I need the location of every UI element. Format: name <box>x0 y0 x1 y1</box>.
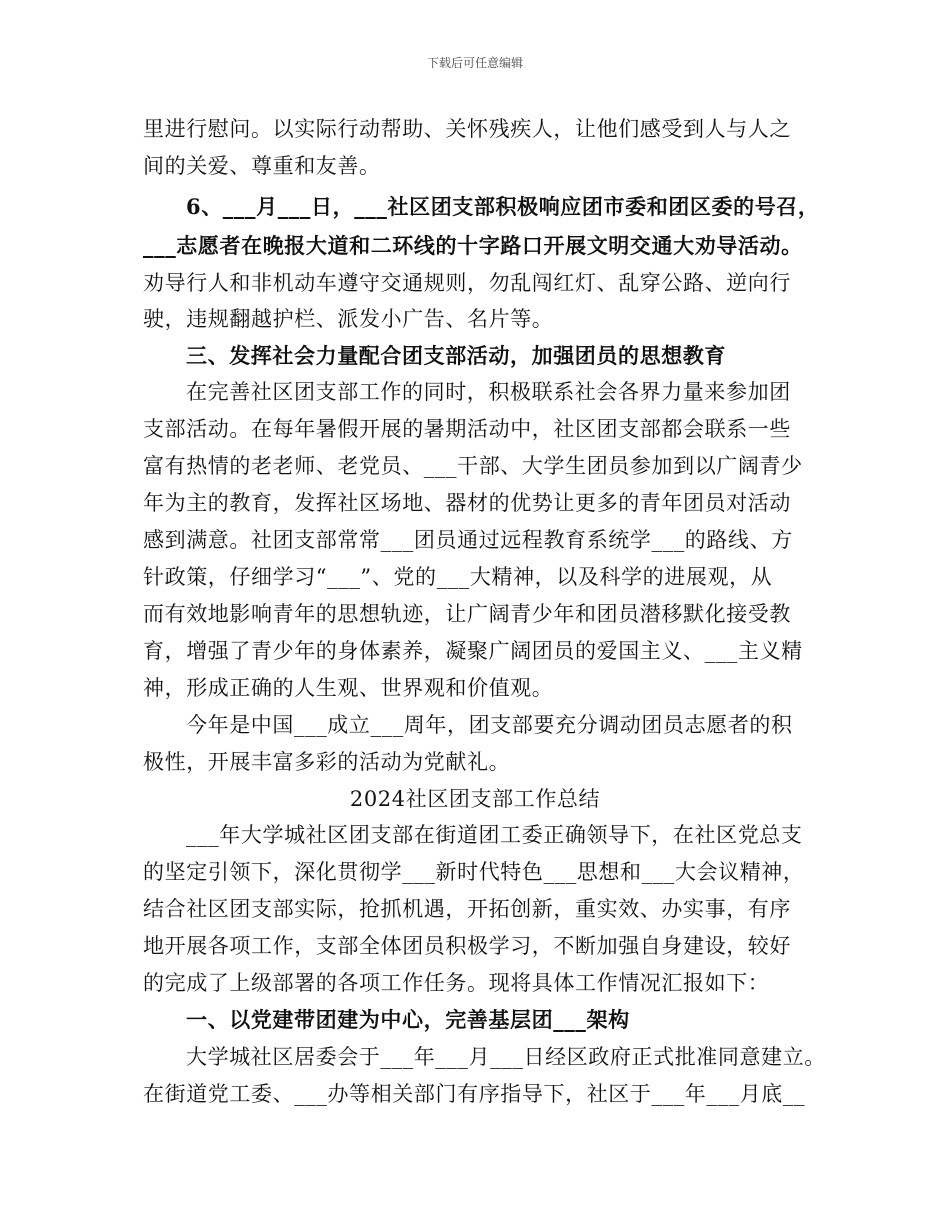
text-line: 大学城社区居委会于___年___月___日经区政府正式批准同意建立。 <box>186 1045 826 1069</box>
text-line: 间的关爱、尊重和友善。 <box>143 154 381 178</box>
text-line: 的坚定引领下，深化贯彻学___新时代特色___思想和___大会议精神， <box>143 860 805 884</box>
text-line: 劝导行人和非机动车遵守交通规则，勿乱闯红灯、乱穿公路、逆向行 <box>143 271 791 295</box>
text-line: 支部活动。在每年暑假开展的暑期活动中，社区团支部都会联系一些 <box>143 417 791 441</box>
text-line: 而有效地影响青年的思想轨迹，让广阔青少年和团员潜移默化接受教 <box>143 602 791 626</box>
text-line: 一、以党建带团建为中心，完善基层团___架构 <box>186 1007 630 1032</box>
text-line: 针政策，仔细学习“___”、党的___大精神，以及科学的进展观，从 <box>143 565 773 589</box>
text-line: 6、___月___日，___社区团支部积极响应团市委和团区委的号召， <box>186 194 820 219</box>
text-line: 里进行慰问。以实际行动帮助、关怀残疾人，让他们感受到人与人之 <box>143 117 791 141</box>
text-line: 今年是中国___成立___周年，团支部要充分调动团员志愿者的积 <box>186 713 793 737</box>
text-line: 在完善社区团支部工作的同时，积极联系社会各界力量来参加团 <box>186 380 791 404</box>
text-line: 驶，违规翻越护栏、派发小广告、名片等。 <box>143 307 554 331</box>
text-line: ___志愿者在晚报大道和二环线的十字路口开展文明交通大劝导活动。 <box>143 233 803 258</box>
text-line: 地开展各项工作，支部全体团员积极学习，不断加强自身建设，较好 <box>143 934 791 958</box>
text-line: 结合社区团支部实际，抢抓机遇，开拓创新，重实效、办实事，有序 <box>143 897 791 921</box>
text-line: 在街道党工委、___办等相关部门有序指导下，社区于___年___月底__ <box>143 1082 806 1106</box>
text-line: 的完成了上级部署的各项工作任务。现将具体工作情况汇报如下： <box>143 971 770 995</box>
section-title: 2024社区团支部工作总结 <box>349 787 601 811</box>
text-line: 极性，开展丰富多彩的活动为党献礼。 <box>143 750 511 774</box>
text-line: 育，增强了青少年的身体素养，凝聚广阔团员的爱国主义、___主义精 <box>143 639 803 663</box>
text-line: 感到满意。社团支部常常___团员通过远程教育系统学___的路线、方 <box>143 528 793 552</box>
text-line: 三、发挥社会力量配合团支部活动，加强团员的思想教育 <box>186 343 726 368</box>
text-line: ___年大学城社区团支部在街道团工委正确领导下，在社区党总支 <box>186 823 803 847</box>
text-line: 年为主的教育，发挥社区场地、器材的优势让更多的青年团员对活动 <box>143 491 791 515</box>
text-line: 神，形成正确的人生观、世界观和价值观。 <box>143 676 554 700</box>
page-header: 下载后可任意编辑 <box>426 56 523 70</box>
text-line: 富有热情的老老师、老党员、___干部、大学生团员参加到以广阔青少 <box>143 454 803 478</box>
